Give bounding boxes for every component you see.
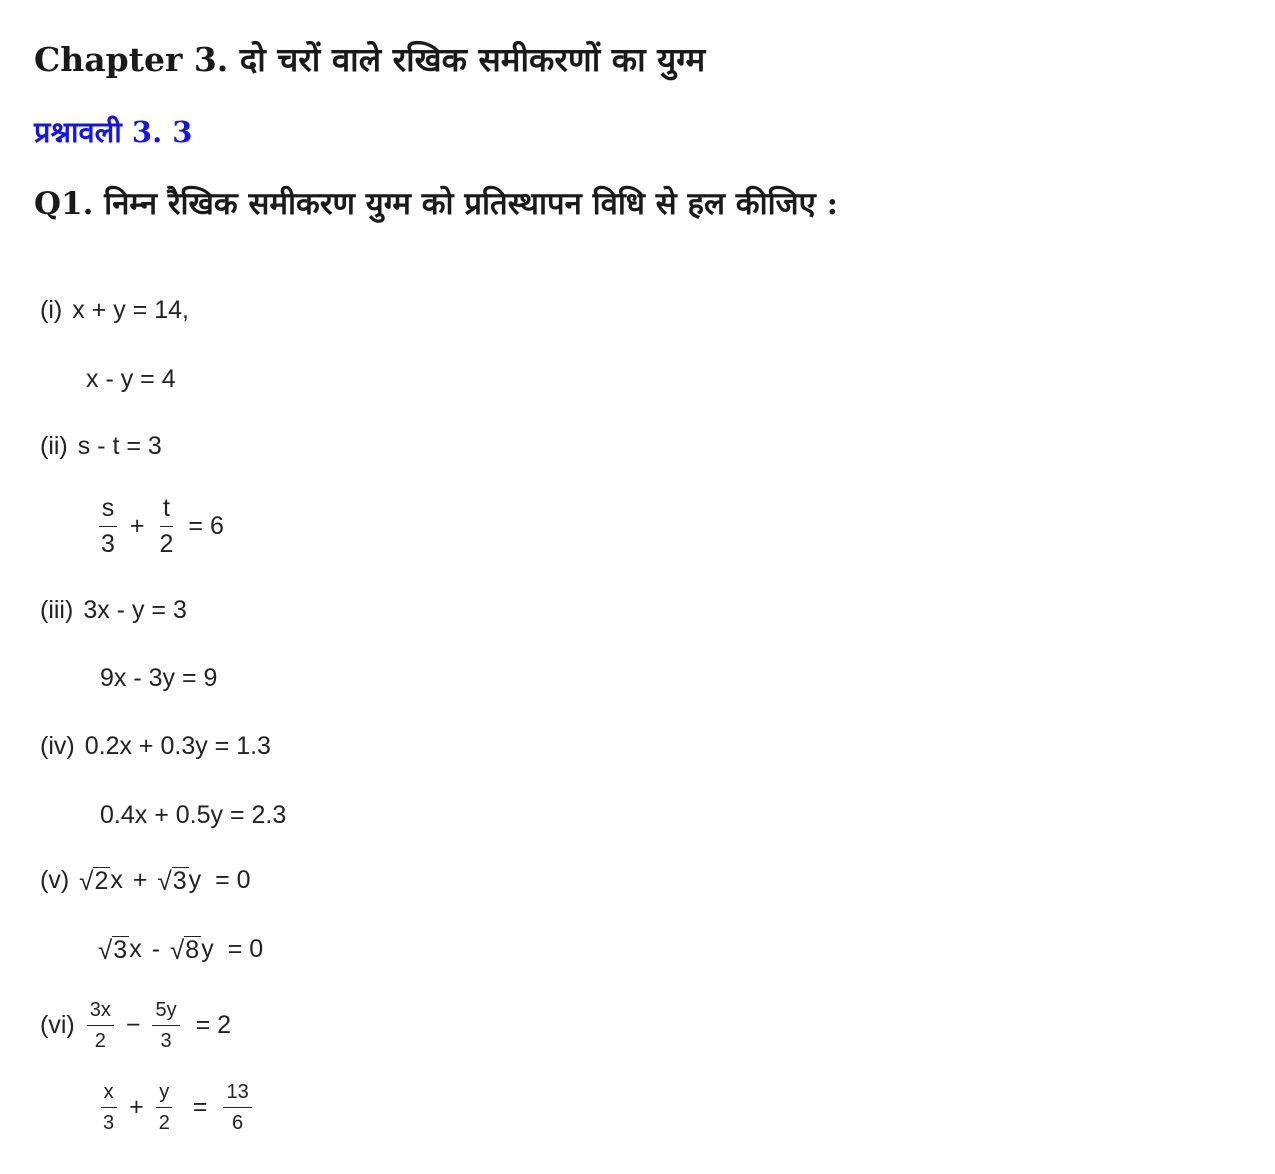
equation-iv-line1: [40, 732, 271, 761]
fraction-x-over-3: [100, 1082, 117, 1133]
plus-sign: +: [132, 866, 148, 894]
radicand: 3: [172, 867, 187, 895]
sqrt-3: [98, 936, 129, 963]
equation-ii-line2: [96, 496, 224, 557]
radical-sign: √: [170, 935, 185, 965]
equation-ii-line1-text: s - t = 3: [77, 432, 162, 460]
equation-iii-line1: [40, 596, 187, 625]
equation-iv-line2: 0.4x + 0.5y = 2.3: [100, 801, 287, 829]
fraction-numerator: y: [156, 1082, 172, 1108]
equation-iii-line2: 9x - 3y = 9: [100, 664, 218, 692]
fraction-denominator: 3: [103, 1112, 115, 1134]
fraction-denominator: 2: [159, 530, 174, 558]
plus-sign: +: [129, 512, 145, 540]
fraction-numerator: t: [160, 496, 173, 527]
fraction-numerator: 13: [223, 1082, 251, 1108]
equation-i-label: (i): [40, 296, 63, 324]
fraction-s-over-3: [98, 496, 118, 557]
fraction-denominator: 3: [101, 530, 115, 558]
radical-sign: √: [79, 866, 94, 896]
sqrt-8: [170, 936, 201, 963]
equation-v-line1: [40, 866, 251, 895]
fraction-13-over-6: [223, 1082, 251, 1133]
radicand: 2: [94, 867, 109, 895]
equation-v-rhs2: = 0: [227, 935, 264, 963]
fraction-y-over-2: [156, 1082, 173, 1133]
equation-vi-rhs1: = 2: [195, 1011, 232, 1039]
plus-sign: +: [129, 1093, 144, 1121]
equals-sign: =: [192, 1093, 208, 1121]
equation-vi-line2: [98, 1082, 254, 1133]
fraction-5y-over-3: [152, 1000, 179, 1051]
equation-i-line1-text: x + y = 14,: [72, 296, 189, 324]
equation-iii-line1-text: 3x - y = 3: [83, 596, 187, 624]
radicand: 8: [185, 936, 200, 964]
exercise-title: प्रश्नावली 3. 3: [34, 115, 193, 149]
equation-iv-label: (iv): [40, 732, 75, 760]
equation-iv-line1-text: 0.2x + 0.3y = 1.3: [84, 732, 271, 760]
variable: x: [110, 866, 123, 894]
equation-ii-label: (ii): [40, 432, 68, 460]
equation-vi-label: (vi): [40, 1011, 75, 1039]
equation-i-line1: [40, 296, 189, 325]
fraction-numerator: s: [99, 496, 118, 527]
fraction-denominator: 6: [232, 1112, 244, 1134]
variable: y: [188, 866, 202, 894]
question-text: Q1. निम्न रैखिक समीकरण युग्म को प्रतिस्थापन विधि से हल कीजिए :: [34, 186, 839, 222]
variable: x: [129, 935, 142, 963]
equation-v-rhs1: = 0: [215, 866, 251, 894]
equation-vi-line1: [40, 1000, 231, 1051]
minus-sign: -: [151, 935, 161, 963]
fraction-denominator: 2: [94, 1030, 106, 1052]
fraction-denominator: 3: [160, 1030, 172, 1052]
equation-iii-label: (iii): [40, 596, 74, 624]
sqrt-2: [79, 867, 110, 894]
radical-sign: √: [157, 866, 172, 896]
equation-i-line2: x - y = 4: [86, 365, 176, 393]
equation-ii-line1: [40, 432, 162, 461]
fraction-t-over-2: [157, 496, 177, 557]
fraction-numerator: 3x: [87, 1000, 114, 1026]
radicand: 3: [113, 936, 128, 964]
variable: y: [201, 935, 214, 963]
fraction-numerator: x: [101, 1082, 117, 1108]
radical-sign: √: [98, 935, 113, 965]
minus-sign: −: [125, 1011, 141, 1039]
equation-ii-rhs: = 6: [188, 512, 224, 540]
fraction-numerator: 5y: [152, 1000, 179, 1026]
equation-v-line2: [98, 935, 263, 964]
fraction-denominator: 2: [158, 1112, 170, 1134]
fraction-3x-over-2: [87, 1000, 114, 1051]
sqrt-3: [157, 867, 188, 894]
equation-v-label: (v): [40, 866, 70, 894]
chapter-title: Chapter 3. दो चरों वाले रखिक समीकरणों का युग्म: [34, 40, 706, 79]
